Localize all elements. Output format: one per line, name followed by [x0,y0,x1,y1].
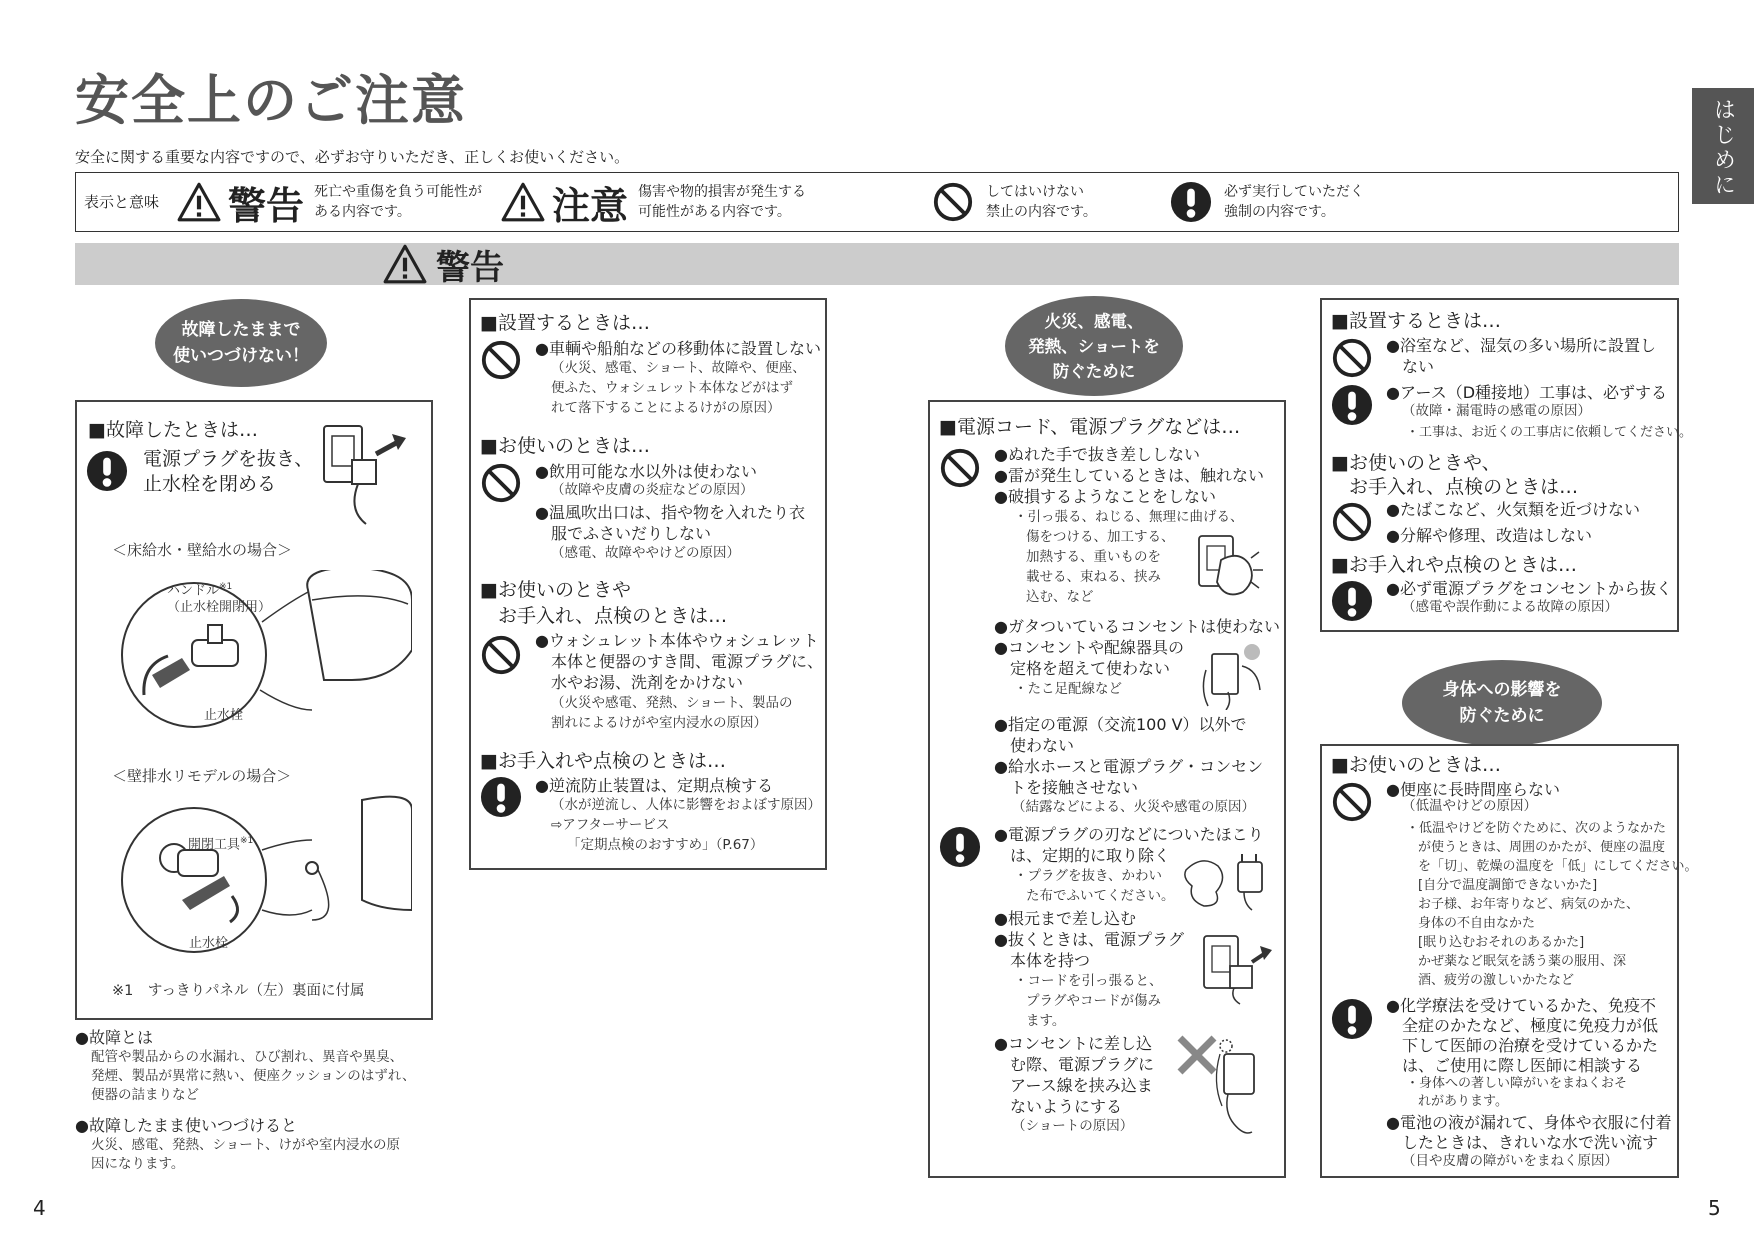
col3-b3-note1: ・コードを引っ張ると、 [1014,973,1163,989]
col2-item4-note2: 割れによるけがや室内浸水の原因） [551,715,767,731]
col3-a5-l2: 定格を超えて使わない [1010,659,1171,678]
col2-item5: ● 逆流防止装置は、定期点検する [535,775,773,796]
col3-b1-l2: は、定期的に取り除く [1010,846,1171,865]
legend-caution-desc2: 可能性がある内容です。 [638,204,791,220]
col4-j1-detail3: を「切」、乾燥の温度を「低」にしてください。 [1418,859,1698,874]
col2-item2: ● 飲用可能な水以外は使わない [535,461,757,482]
col1-cont-title: ● 故障したまま使いつづけると [75,1115,297,1136]
col2-item5-ref2[interactable]: 「定期点検のおすすめ」（P.67） [567,837,764,853]
col3-a6-l1: ● 指定の電源（交流100 V）以外で [994,715,1247,734]
col4-heading-care-l2: お手入れ、点検のときは… [1349,476,1579,498]
prohibit-icon [480,339,522,381]
col1-case1: ＜床給水・壁給水の場合＞ [112,541,293,559]
col4-j2-l2: 全症のかたなど、極度に免疫力が低 [1402,1016,1659,1035]
col3-a5-note: ・たこ足配線など [1014,681,1122,697]
col1-fault-title: ● 故障とは [75,1027,153,1048]
col3-b3 [994,929,1184,971]
col1-handle-word: ハンドル [167,583,220,599]
legend-warning-word: 警告 [228,183,305,228]
col3-b1-l1: ● 電源プラグの刃などについたほこり [994,825,1264,844]
legend-label [84,173,159,231]
col2-item3-note: （感電、故障ややけどの原因） [551,545,740,561]
col4-j2-l1: ● 化学療法を受けているかた、免疫不 [1386,996,1656,1015]
col2-item4-note [551,693,793,733]
col2-item3 [535,502,805,544]
intro-text: 安全に関する重要な内容ですので、必ずお守りいただき、正しくお使いください。 [75,148,630,166]
col3-b3-l2: 本体を持つ [1010,951,1091,970]
col4-j1-detail2: が使うときは、周囲のかたが、便座の温度 [1418,840,1666,855]
col2-item4-note1: （火災や感電、発熱、ショート、製品の [551,695,793,711]
col4-i3: ● たばこなど、火気類を近づけない [1386,499,1640,520]
col4-j1-detail6: 身体の不自由なかた [1418,916,1536,931]
col1-tool-word: 開閉工具 [188,837,241,853]
wall-drain-valve-diagram [112,790,412,965]
col3-a7-note: （結露などによる、火災や感電の原因） [1012,799,1255,815]
mandatory-icon [1331,384,1373,426]
col4-j1-detail4: [自分で温度調節できないかた] [1418,878,1598,893]
col3-a7 [994,756,1263,798]
prohibit-icon [1331,337,1373,379]
col4-j3-l2: したときは、きれいな水で洗い流す [1402,1133,1659,1152]
col3-a3-note4: 載せる、束ねる、挟み [1026,569,1161,585]
col2-item1: ● 車輌や船舶などの移動体に設置しない [535,338,821,359]
col1-action [143,447,313,497]
col3-b4 [994,1033,1154,1117]
col4-i2-note: （故障・漏電時の感電の原因） [1402,403,1591,419]
warning-triangle-icon [176,181,222,223]
col3-b3-note2: プラグやコードが傷み [1026,993,1161,1009]
col2-item5-note1: （水が逆流し、人体に影響をおよぼす原因） [551,797,821,813]
col4-i1-l2: ない [1402,357,1435,376]
col3-b1-note2: た布でふいてください。 [1026,888,1175,904]
col2-item1-note2: 便ふた、ウォシュレット本体などがはず [551,380,794,396]
ground-wire-cross-illustration [1176,1032,1272,1138]
page-number-left: 4 [33,1196,46,1220]
col4-j2-note1: ・身体への著しい障がいをまねくおそ [1406,1076,1628,1091]
col2-item4-l1: ● ウォシュレット本体やウォシュレット [535,631,819,650]
caution-triangle-icon [500,181,546,223]
prohibit-icon [480,462,522,504]
cloth-plug-illustration [1182,848,1272,912]
col4-j2 [1386,996,1658,1076]
col4-ellipse-l2: 防ぐために [1459,706,1545,726]
legend-caution-desc1: 傷害や物的損害が発生する [638,184,807,200]
col3-a6 [994,714,1247,756]
col4-j1-note: （低温やけどの原因） [1402,798,1537,814]
col3-heading: ■電源コード、電源プラグなどは… [939,416,1241,438]
overloaded-outlet-illustration [1198,640,1268,710]
col4-i1 [1386,335,1656,377]
col4-j1-detail7: [眠り込むおそれのあるかた] [1418,935,1585,950]
col4-j3-l1: ● 電池の液が漏れて、身体や衣服に付着 [1386,1113,1672,1132]
col4-heading-care-l1: ■お使いのときや、 [1331,452,1501,474]
col3-b1-note1: ・プラグを抜き、かわい [1014,868,1162,884]
legend-warning-desc2: ある内容です。 [314,204,411,220]
mandatory-icon [480,776,522,818]
col2-item4-l3: 水やお湯、洗剤をかけない [551,673,744,692]
col3-ellipse [1005,296,1183,396]
col3-b4-l2: む際、電源プラグに [1010,1055,1155,1074]
col1-footnote: ※1 すっきりパネル（左）裏面に付属 [112,983,365,999]
col3-ellipse-l2: 発熱、ショートを [1028,336,1160,356]
col4-j2-l4: は、ご使用に際し医師に相談する [1402,1056,1643,1075]
col4-i4: ● 分解や修理、改造はしない [1386,525,1592,546]
col1-ellipse [155,299,327,387]
col4-heading-care [1331,451,1578,499]
col3-a5-l1: ● コンセントや配線器具の [994,638,1184,657]
col3-ellipse-l3: 防ぐために [1052,361,1136,381]
col4-j1-detail1: ・低温やけどを防ぐために、次のようなかた [1406,821,1667,836]
col1-valve2-label: 止水栓 [189,936,229,951]
warning-band-text: 警告 [436,247,504,288]
page-number-right: 5 [1708,1196,1721,1220]
col3-a3-note3: 加熱する、重いものを [1026,549,1161,565]
col1-ellipse-l1: 故障したままで [181,320,301,340]
col3-a3-note5: 込む、など [1026,589,1094,605]
col3-a7-l2: トを接触させない [1010,778,1139,797]
col4-heading-install: ■設置するときは… [1331,310,1501,332]
col3-b3-note [1014,971,1163,1031]
legend-mandatory [1170,173,1364,231]
page-title: 安全上のご注意 [75,69,467,132]
side-tab[interactable] [1692,88,1754,204]
col2-item1-note3: れて落下することによるけがの原因） [551,400,781,416]
col2-item4 [535,630,823,693]
col1-fault-l2: 発煙、製品が異常に熱い、便座クッションのはずれ、 [91,1068,416,1084]
col3-ellipse-l1: 火災、感電、 [1044,311,1144,331]
legend-warning-desc1: 死亡や重傷を負う可能性が [314,184,483,200]
col3-b1-note [1014,866,1175,906]
legend-label-text: 表示と意味 [84,193,160,211]
col3-a7-l1: ● 給水ホースと電源プラグ・コンセン [994,757,1263,776]
col2-heading-care-l1: ■お使いのときや [480,579,631,601]
col3-a3-note2: 傷をつける、加工する、 [1026,529,1175,545]
col4-heading-inspect: ■お手入れや点検のときは… [1331,554,1577,576]
col2-item3-l2: 服でふさいだりしない [551,524,712,543]
col2-heading-install: ■設置するときは… [480,312,650,334]
col1-cont-l2: 因になります。 [91,1156,185,1172]
mandatory-icon [939,826,981,868]
col1-handle-note: ※1 [219,582,233,592]
col2-item1-note1: （火災、感電、ショート、故障や、便座、 [551,360,806,376]
side-tab-label: はじめに [1710,98,1736,198]
col1-tool-note: ※1 [240,836,254,846]
col1-ellipse-l2: 使いつづけない！ [173,346,309,366]
legend-mandatory-desc1: 必ず実行していただく [1224,184,1364,200]
col2-heading-use: ■お使いのときは… [480,435,650,457]
warning-triangle-icon [382,243,428,285]
prohibit-icon [939,447,981,489]
legend-prohibit [932,173,1097,231]
col1-handle-label [167,579,271,616]
col2-item5-note [551,795,821,855]
col4-ellipse [1402,660,1602,746]
col3-b4-l1: ● コンセントに差し込 [994,1034,1152,1053]
col1-tool-label [188,832,253,854]
col1-cont-l1: 火災、感電、発熱、ショート、けがや室内浸水の原 [91,1137,401,1153]
col3-b4-l3: アース線を挟み込ま [1010,1076,1153,1095]
legend-box [75,172,1679,232]
legend-prohibit-desc1: してはいけない [986,184,1084,200]
col1-handle-desc: （止水栓開閉用） [167,600,272,616]
mandatory-icon [1170,181,1212,223]
col1-valve-label: 止水栓 [204,708,244,723]
col3-b4-l4: ないようにする [1010,1097,1123,1116]
plug-hand-illustration [1195,530,1267,608]
col4-j3-note: （目や皮膚の障がいをまねく原因） [1402,1153,1618,1169]
col4-j2-note [1406,1075,1627,1111]
col4-heading-body: ■お使いのときは… [1331,754,1501,776]
mandatory-icon [86,450,128,492]
mandatory-icon [1331,998,1373,1040]
col1-fault-desc [91,1048,416,1105]
col2-heading-care-l2: お手入れ、点検のときは… [498,605,728,627]
col3-b3-l1: ● 抜くときは、電源プラグ [994,930,1184,949]
col2-item2-note: （故障や皮膚の炎症などの原因） [551,482,754,498]
col2-heading-care [480,577,727,629]
col1-fault-l3: 便器の詰まりなど [91,1087,199,1103]
legend-mandatory-desc2: 強制の内容です。 [1224,204,1335,220]
col4-j1-detail [1406,819,1698,990]
col2-item1-note [551,358,806,418]
col4-i2: ● アース（D種接地）工事は、必ずする [1386,382,1667,403]
col4-i1-l1: ● 浴室など、湿気の多い場所に設置し [1386,336,1656,355]
col3-a1: ● ぬれた手で抜き差ししない [994,444,1200,465]
col1-action1: 電源プラグを抜き、 [143,448,314,470]
col2-item5-ref1[interactable]: ⇨アフターサービス [551,817,670,833]
col4-i5-note: （感電や誤作動による故障の原因） [1402,599,1618,615]
warning-band [75,243,1679,285]
col4-j1-detail9: 酒、疲労の激しいかたなど [1418,973,1575,988]
legend-prohibit-desc2: 禁止の内容です。 [986,204,1097,220]
col4-j2-l3: 下して医師の治療を受けているかた [1402,1036,1659,1055]
col4-i2-note2: ・工事は、お近くの工事店に依頼してください。 [1406,425,1693,440]
col4-j1-detail8: かぜ薬など眠気を誘う薬の服用、深 [1418,954,1627,969]
col1-action2: 止水栓を閉める [143,473,277,495]
col1-cont-desc [91,1136,400,1174]
prohibit-icon [480,634,522,676]
col3-b4-note: （ショートの原因） [1012,1118,1134,1134]
mandatory-icon [1331,580,1373,622]
col2-item3-l1: ● 温風吹出口は、指や物を入れたり衣 [535,503,805,522]
col4-i5: ● 必ず電源プラグをコンセントから抜く [1386,578,1672,599]
legend-caution-word: 注意 [552,183,629,228]
col3-b2: ● 根元まで差し込む [994,908,1136,929]
col1-heading: ■故障したときは… [88,419,258,441]
col2-item4-l2: 本体と便器のすき間、電源プラグに、 [551,652,824,671]
col3-a5 [994,637,1184,679]
col4-j1-detail5: お子様、お年寄りなど、病気のかた、 [1418,897,1640,912]
legend-caution [500,173,806,231]
prohibit-icon [932,181,974,223]
col1-case2: ＜壁排水リモデルの場合＞ [112,767,292,785]
col1-fault-l1: 配管や製品からの水漏れ、ひび割れ、異音や異臭、 [91,1049,404,1065]
col4-j2-note2: れがあります。 [1418,1094,1508,1109]
col3-a2: ● 雷が発生しているときは、触れない [994,465,1264,486]
col2-heading-inspect: ■お手入れや点検のときは… [480,750,726,772]
unplug-illustration [1200,932,1272,1006]
col3-b3-note3: ます。 [1026,1013,1066,1029]
prohibit-icon [1331,781,1373,823]
col4-j3 [1386,1113,1672,1153]
col3-a3-note1: ・引っ張る、ねじる、無理に曲げる、 [1014,509,1244,525]
col4-j1: ● 便座に長時間座らない [1386,779,1560,800]
prohibit-icon [1331,501,1373,543]
col3-a3: ● 破損するようなことをしない [994,486,1216,507]
legend-warning [176,173,482,231]
warning-band-label [382,243,504,288]
col4-ellipse-l1: 身体への影響を [1442,680,1562,700]
plug-outlet-illustration [318,420,410,530]
col3-a4: ● ガタついているコンセントは使わない [994,616,1280,637]
col3-a6-l2: 使わない [1010,736,1075,755]
